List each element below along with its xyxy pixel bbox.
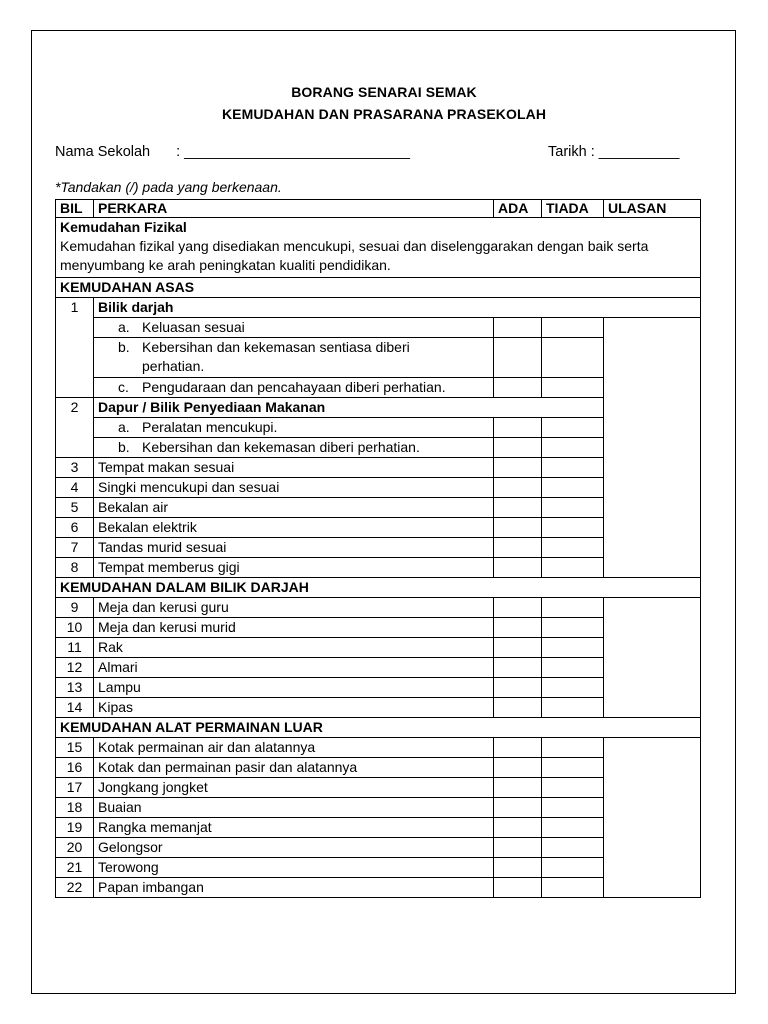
section-bilik-darjah: KEMUDAHAN DALAM BILIK DARJAH — [56, 578, 701, 598]
item-title: Bilik darjah — [94, 298, 701, 318]
item-number: 17 — [56, 778, 94, 798]
ada-checkbox[interactable] — [494, 698, 542, 718]
ada-checkbox[interactable] — [494, 558, 542, 578]
section-asas: KEMUDAHAN ASAS — [56, 278, 701, 298]
section-row — [56, 278, 701, 298]
tiada-checkbox[interactable] — [542, 678, 604, 698]
ulasan-cell[interactable] — [604, 598, 701, 718]
table-row — [56, 298, 701, 318]
tiada-checkbox[interactable] — [542, 738, 604, 758]
item-text: b. Kebersihan dan kekemasan diberi perhatian. — [94, 438, 494, 458]
item-text: Terowong — [94, 858, 494, 878]
tiada-checkbox[interactable] — [542, 438, 604, 458]
item-number: 7 — [56, 538, 94, 558]
ada-checkbox[interactable] — [494, 858, 542, 878]
section-permainan-luar: KEMUDAHAN ALAT PERMAINAN LUAR — [56, 718, 701, 738]
item-number: 15 — [56, 738, 94, 758]
ada-checkbox[interactable] — [494, 878, 542, 898]
item-number: 19 — [56, 818, 94, 838]
item-text: Meja dan kerusi murid — [94, 618, 494, 638]
ada-checkbox[interactable] — [494, 798, 542, 818]
tiada-checkbox[interactable] — [542, 618, 604, 638]
section-row — [56, 718, 701, 738]
ada-checkbox[interactable] — [494, 618, 542, 638]
item-number: 8 — [56, 558, 94, 578]
ada-checkbox[interactable] — [494, 678, 542, 698]
ada-checkbox[interactable] — [494, 378, 542, 398]
tiada-checkbox[interactable] — [542, 798, 604, 818]
item-number: 9 — [56, 598, 94, 618]
ada-checkbox[interactable] — [494, 658, 542, 678]
item-text: Kotak dan permainan pasir dan alatannya — [94, 758, 494, 778]
tiada-checkbox[interactable] — [542, 378, 604, 398]
ulasan-cell[interactable] — [604, 318, 701, 578]
nama-sekolah-label: Nama Sekolah — [55, 144, 151, 160]
tiada-checkbox[interactable] — [542, 758, 604, 778]
nama-sekolah-row — [55, 144, 410, 160]
header-bil: BIL — [56, 200, 94, 218]
tiada-checkbox[interactable] — [542, 638, 604, 658]
item-number: 10 — [56, 618, 94, 638]
item-text: Rangka memanjat — [94, 818, 494, 838]
table-row — [56, 598, 701, 618]
item-text: a. Keluasan sesuai — [94, 318, 494, 338]
item-text: Rak — [94, 638, 494, 658]
ada-checkbox[interactable] — [494, 518, 542, 538]
item-text: Singki mencukupi dan sesuai — [94, 478, 494, 498]
ada-checkbox[interactable] — [494, 738, 542, 758]
ada-checkbox[interactable] — [494, 818, 542, 838]
table-row — [56, 318, 701, 338]
item-number: 5 — [56, 498, 94, 518]
kemudahan-fizikal-desc: Kemudahan fizikal yang disediakan mencukupi, sesuai dan diselenggarakan dengan baik serta menyumbang ke arah peningkatan kualiti pendidikan. — [60, 238, 649, 273]
item-text: Buaian — [94, 798, 494, 818]
tiada-checkbox[interactable] — [542, 458, 604, 478]
item-number: 18 — [56, 798, 94, 818]
tiada-checkbox[interactable] — [542, 698, 604, 718]
item-number: 16 — [56, 758, 94, 778]
ada-checkbox[interactable] — [494, 478, 542, 498]
header-row — [56, 200, 701, 218]
ada-checkbox[interactable] — [494, 318, 542, 338]
nama-sekolah-field[interactable]: : ____________________________ — [176, 144, 410, 160]
ada-checkbox[interactable] — [494, 838, 542, 858]
ada-checkbox[interactable] — [494, 338, 542, 378]
instruction-text: *Tandakan (/) pada yang berkenaan. — [55, 179, 282, 195]
tiada-checkbox[interactable] — [542, 338, 604, 378]
tiada-checkbox[interactable] — [542, 498, 604, 518]
form-subtitle: KEMUDAHAN DAN PRASARANA PRASEKOLAH — [221, 106, 547, 122]
ulasan-cell[interactable] — [604, 738, 701, 898]
section-row — [56, 578, 701, 598]
ada-checkbox[interactable] — [494, 418, 542, 438]
item-number: 1 — [56, 298, 94, 398]
tiada-checkbox[interactable] — [542, 418, 604, 438]
header-perkara: PERKARA — [94, 200, 494, 218]
item-text: Tandas murid sesuai — [94, 538, 494, 558]
tiada-checkbox[interactable] — [542, 478, 604, 498]
item-text: Lampu — [94, 678, 494, 698]
tiada-checkbox[interactable] — [542, 538, 604, 558]
ada-checkbox[interactable] — [494, 498, 542, 518]
item-text: Papan imbangan — [94, 878, 494, 898]
tiada-checkbox[interactable] — [542, 838, 604, 858]
item-text: Bekalan elektrik — [94, 518, 494, 538]
item-number: 21 — [56, 858, 94, 878]
item-text: a. Peralatan mencukupi. — [94, 418, 494, 438]
ada-checkbox[interactable] — [494, 778, 542, 798]
tiada-checkbox[interactable] — [542, 598, 604, 618]
item-number: 12 — [56, 658, 94, 678]
ada-checkbox[interactable] — [494, 638, 542, 658]
header-ada: ADA — [494, 200, 542, 218]
tiada-checkbox[interactable] — [542, 658, 604, 678]
tiada-checkbox[interactable] — [542, 518, 604, 538]
item-text: Almari — [94, 658, 494, 678]
tiada-checkbox[interactable] — [542, 558, 604, 578]
ada-checkbox[interactable] — [494, 458, 542, 478]
item-number: 20 — [56, 838, 94, 858]
kemudahan-fizikal-title: Kemudahan Fizikal — [60, 219, 187, 235]
item-text: Gelongsor — [94, 838, 494, 858]
item-number: 6 — [56, 518, 94, 538]
item-number: 2 — [56, 398, 94, 458]
item-text: c. Pengudaraan dan pencahayaan diberi perhatian. — [94, 378, 494, 398]
tiada-checkbox[interactable] — [542, 878, 604, 898]
item-number: 13 — [56, 678, 94, 698]
ada-checkbox[interactable] — [494, 538, 542, 558]
ada-checkbox[interactable] — [494, 758, 542, 778]
ada-checkbox[interactable] — [494, 438, 542, 458]
tiada-checkbox[interactable] — [542, 818, 604, 838]
item-text: Tempat makan sesuai — [94, 458, 494, 478]
item-number: 22 — [56, 878, 94, 898]
checklist-table — [55, 199, 701, 898]
tiada-checkbox[interactable] — [542, 778, 604, 798]
item-text: Meja dan kerusi guru — [94, 598, 494, 618]
item-text: b. Kebersihan dan kekemasan sentiasa diberi perhatian. — [94, 338, 494, 378]
tarikh-field[interactable]: Tarikh : __________ — [548, 144, 680, 160]
header-ulasan: ULASAN — [604, 200, 701, 218]
item-text: Jongkang jongket — [94, 778, 494, 798]
ada-checkbox[interactable] — [494, 598, 542, 618]
item-text: Bekalan air — [94, 498, 494, 518]
item-number: 14 — [56, 698, 94, 718]
item-number: 11 — [56, 638, 94, 658]
tiada-checkbox[interactable] — [542, 858, 604, 878]
item-text: Kotak permainan air dan alatannya — [94, 738, 494, 758]
item-title: Dapur / Bilik Penyediaan Makanan — [94, 398, 604, 418]
form-title: BORANG SENARAI SEMAK — [291, 84, 477, 100]
item-text: Tempat memberus gigi — [94, 558, 494, 578]
item-text: Kipas — [94, 698, 494, 718]
item-number: 3 — [56, 458, 94, 478]
header-tiada: TIADA — [542, 200, 604, 218]
table-row — [56, 738, 701, 758]
tiada-checkbox[interactable] — [542, 318, 604, 338]
item-number: 4 — [56, 478, 94, 498]
kemudahan-fizikal-row — [56, 218, 701, 278]
